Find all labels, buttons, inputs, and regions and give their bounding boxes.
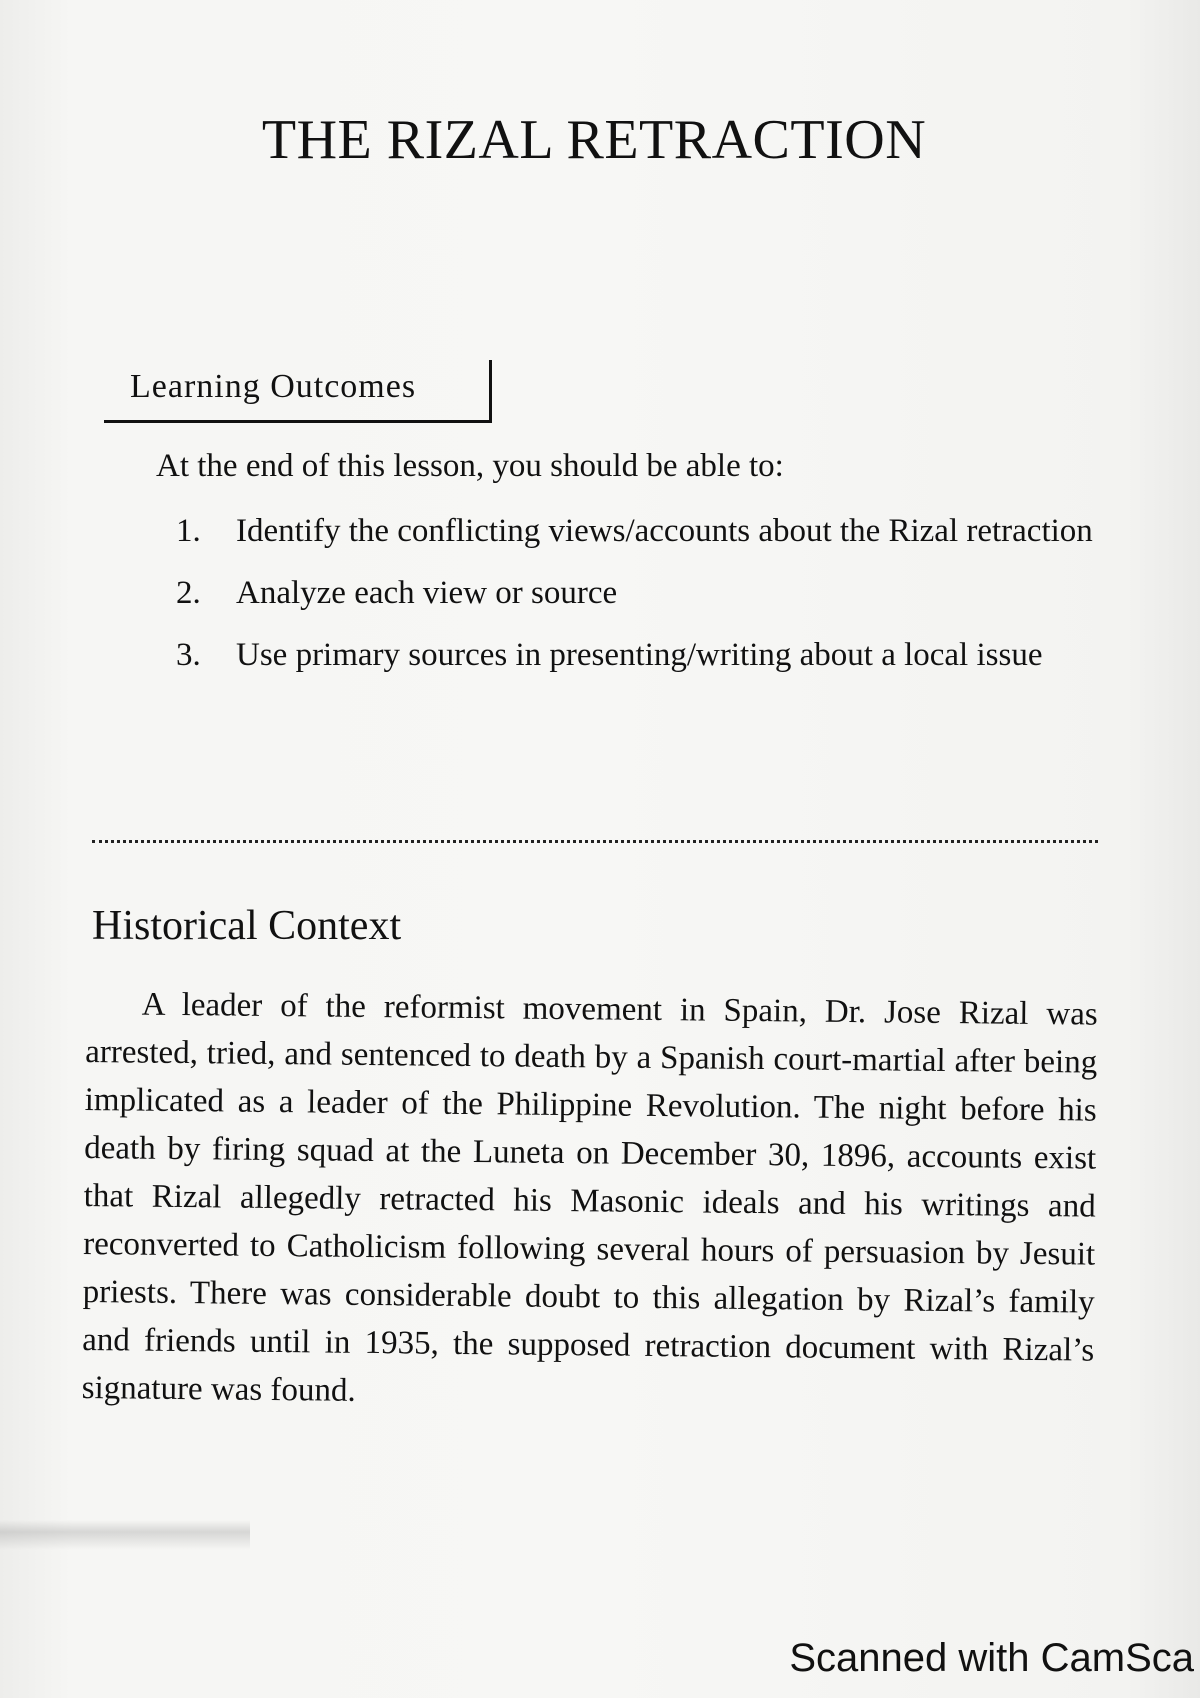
list-item: [176, 632, 1106, 678]
page-title-text: THE RIZAL RETRACTION: [261, 109, 927, 171]
list-item: [176, 570, 1106, 616]
historical-context-paragraph: A leader of the reformist movement in Spain, Dr. Jose Rizal was arrested, tried, and sentenced to death by a Spanish court-martial after being implicated as a leader of the Philippine Revolution. The night before his death by firing squad at the Luneta on December 30, 1896, accounts exist that Rizal allegedly retracted his Masonic ideals and his writings and reconverted to Catholicism following several hours of persuasion by Jesuit priests. There was considerable doubt to this allegation by Rizal’s family and friends until in 1935, the supposed retraction document with Rizal’s signature was found.: [81, 986, 1098, 1409]
page-title: [0, 108, 1200, 172]
scan-smudge: [0, 1520, 250, 1550]
historical-context-heading: Historical Context: [92, 903, 402, 949]
learning-outcomes-list: [176, 508, 1106, 694]
list-item-text: Use primary sources in presenting/writing about a local issue: [236, 637, 1043, 673]
list-item-number: 2.: [176, 575, 201, 611]
learning-outcomes-header: [104, 360, 492, 423]
list-item-text: Identify the conflicting views/accounts about the Rizal retraction: [236, 513, 1093, 549]
list-item-number: 3.: [176, 637, 201, 673]
list-item-text: Analyze each view or source: [236, 575, 618, 611]
scanner-watermark: Scanned with CamSca: [789, 1636, 1194, 1680]
list-item: [176, 508, 1106, 554]
list-item-number: 1.: [176, 513, 201, 549]
learning-outcomes-intro: At the end of this lesson, you should be able to:: [156, 448, 784, 484]
section-divider: [92, 840, 1098, 843]
learning-outcomes-heading: Learning Outcomes: [130, 368, 417, 405]
header-divider: [489, 360, 492, 420]
